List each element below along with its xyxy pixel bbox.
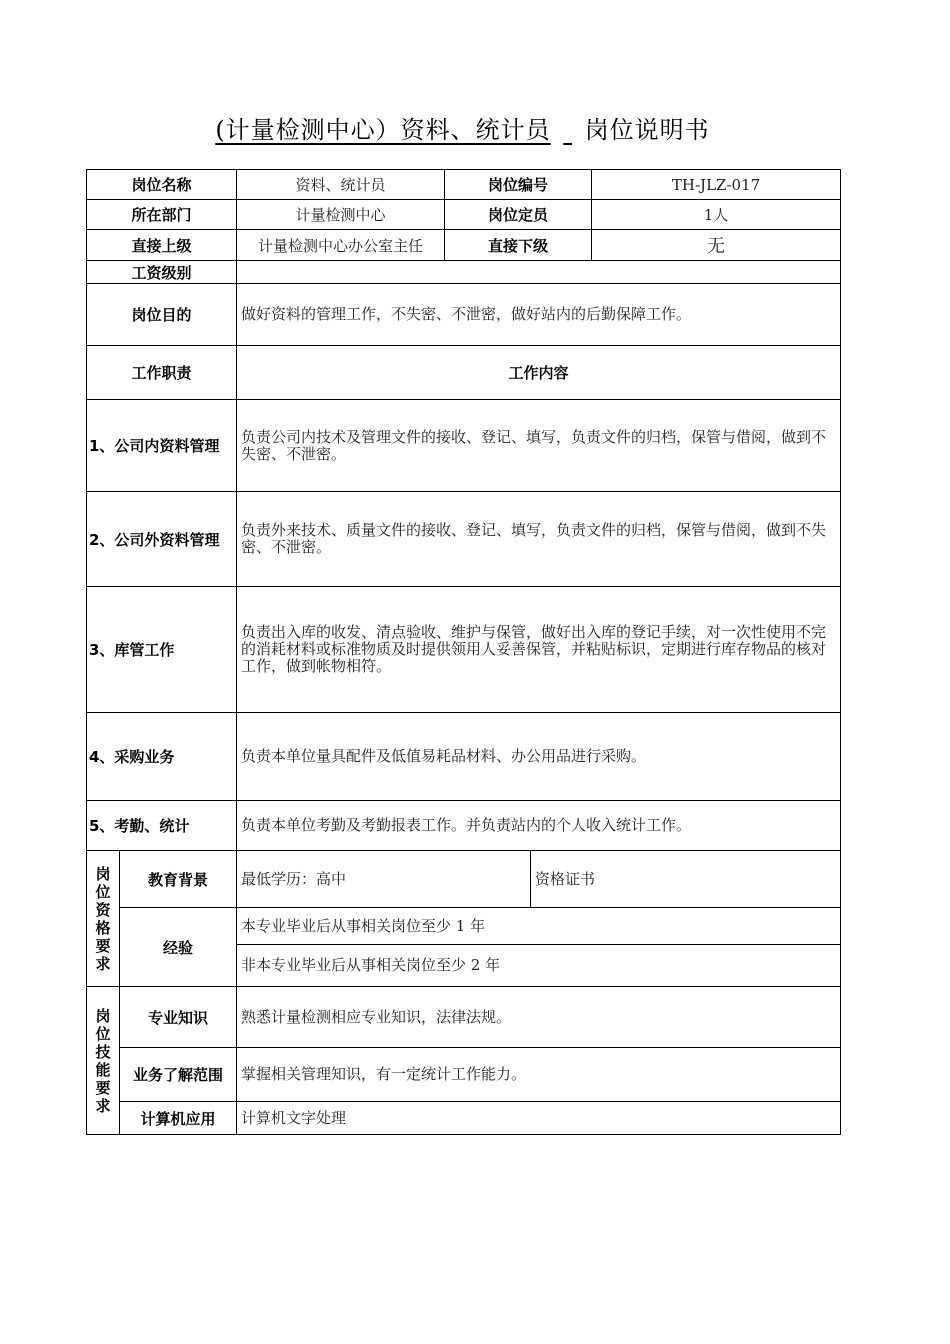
salary-grade-value [237, 261, 841, 284]
title-underline-gap [551, 116, 585, 144]
duty-label: 4、采购业务 [87, 713, 237, 801]
headcount-label: 岗位定员 [445, 200, 592, 230]
title-prefix: (计量检测中心）资料、统计员 [215, 116, 551, 144]
duty-text: 负责本单位量具配件及低值易耗品材料、办公用品进行采购。 [237, 713, 841, 801]
qualification-group-label: 岗 位 资 格 要 求 [87, 851, 120, 987]
title-suffix: 岗位说明书 [584, 116, 710, 144]
purpose-text: 做好资料的管理工作，不失密、不泄密，做好站内的后勤保障工作。 [237, 284, 841, 346]
position-code-value: TH-JLZ-017 [592, 170, 841, 200]
experience-label: 经验 [120, 908, 237, 987]
duty-label: 5、考勤、统计 [87, 801, 237, 851]
department-label: 所在部门 [87, 200, 237, 230]
duty-text: 负责本单位考勤及考勤报表工作。并负责站内的个人收入统计工作。 [237, 801, 841, 851]
headcount-value: 1人 [592, 200, 841, 230]
subordinate-label: 直接下级 [445, 230, 592, 261]
job-description-table [86, 169, 841, 1135]
experience-item: 非本专业毕业后从事相关岗位至少 2 年 [237, 945, 841, 987]
computer-skill-label: 计算机应用 [120, 1102, 237, 1135]
duty-text: 负责公司内技术及管理文件的接收、登记、填写，负责文件的归档，保管与借阅，做到不失密、不泄密。 [237, 400, 841, 492]
education-value: 最低学历：高中 [237, 851, 531, 908]
superior-label: 直接上级 [87, 230, 237, 261]
knowledge-value: 熟悉计量检测相应专业知识，法律法规。 [237, 987, 841, 1048]
duty-text: 负责出入库的收发、清点验收、维护与保管，做好出入库的登记手续，对一次性使用不完的消耗材料或标准物质及时提供领用人妥善保管，并粘贴标识，定期进行库存物品的核对工作，做到帐物相符。 [237, 587, 841, 713]
duty-text: 负责外来技术、质量文件的接收、登记、填写，负责文件的归档，保管与借阅，做到不失密、不泄密。 [237, 492, 841, 587]
business-scope-label: 业务了解范围 [120, 1048, 237, 1102]
skills-group-label: 岗 位 技 能 要 求 [87, 987, 120, 1135]
computer-skill-value: 计算机文字处理 [237, 1102, 841, 1135]
experience-item: 本专业毕业后从事相关岗位至少 1 年 [237, 908, 841, 945]
position-code-label: 岗位编号 [445, 170, 592, 200]
duties-header-content: 工作内容 [237, 346, 841, 400]
duty-label: 3、库管工作 [87, 587, 237, 713]
salary-grade-label: 工资级别 [87, 261, 237, 284]
superior-value: 计量检测中心办公室主任 [237, 230, 445, 261]
education-label: 教育背景 [120, 851, 237, 908]
position-name-label: 岗位名称 [87, 170, 237, 200]
business-scope-value: 掌握相关管理知识，有一定统计工作能力。 [237, 1048, 841, 1102]
certificate-value: 资格证书 [531, 851, 841, 908]
position-name-value: 资料、统计员 [237, 170, 445, 200]
department-value: 计量检测中心 [237, 200, 445, 230]
duties-header-label: 工作职责 [87, 346, 237, 400]
purpose-label: 岗位目的 [87, 284, 237, 346]
duty-label: 1、公司内资料管理 [87, 400, 237, 492]
duty-label: 2、公司外资料管理 [87, 492, 237, 587]
subordinate-value: 无 [592, 230, 841, 261]
knowledge-label: 专业知识 [120, 987, 237, 1048]
page-title [0, 110, 925, 145]
